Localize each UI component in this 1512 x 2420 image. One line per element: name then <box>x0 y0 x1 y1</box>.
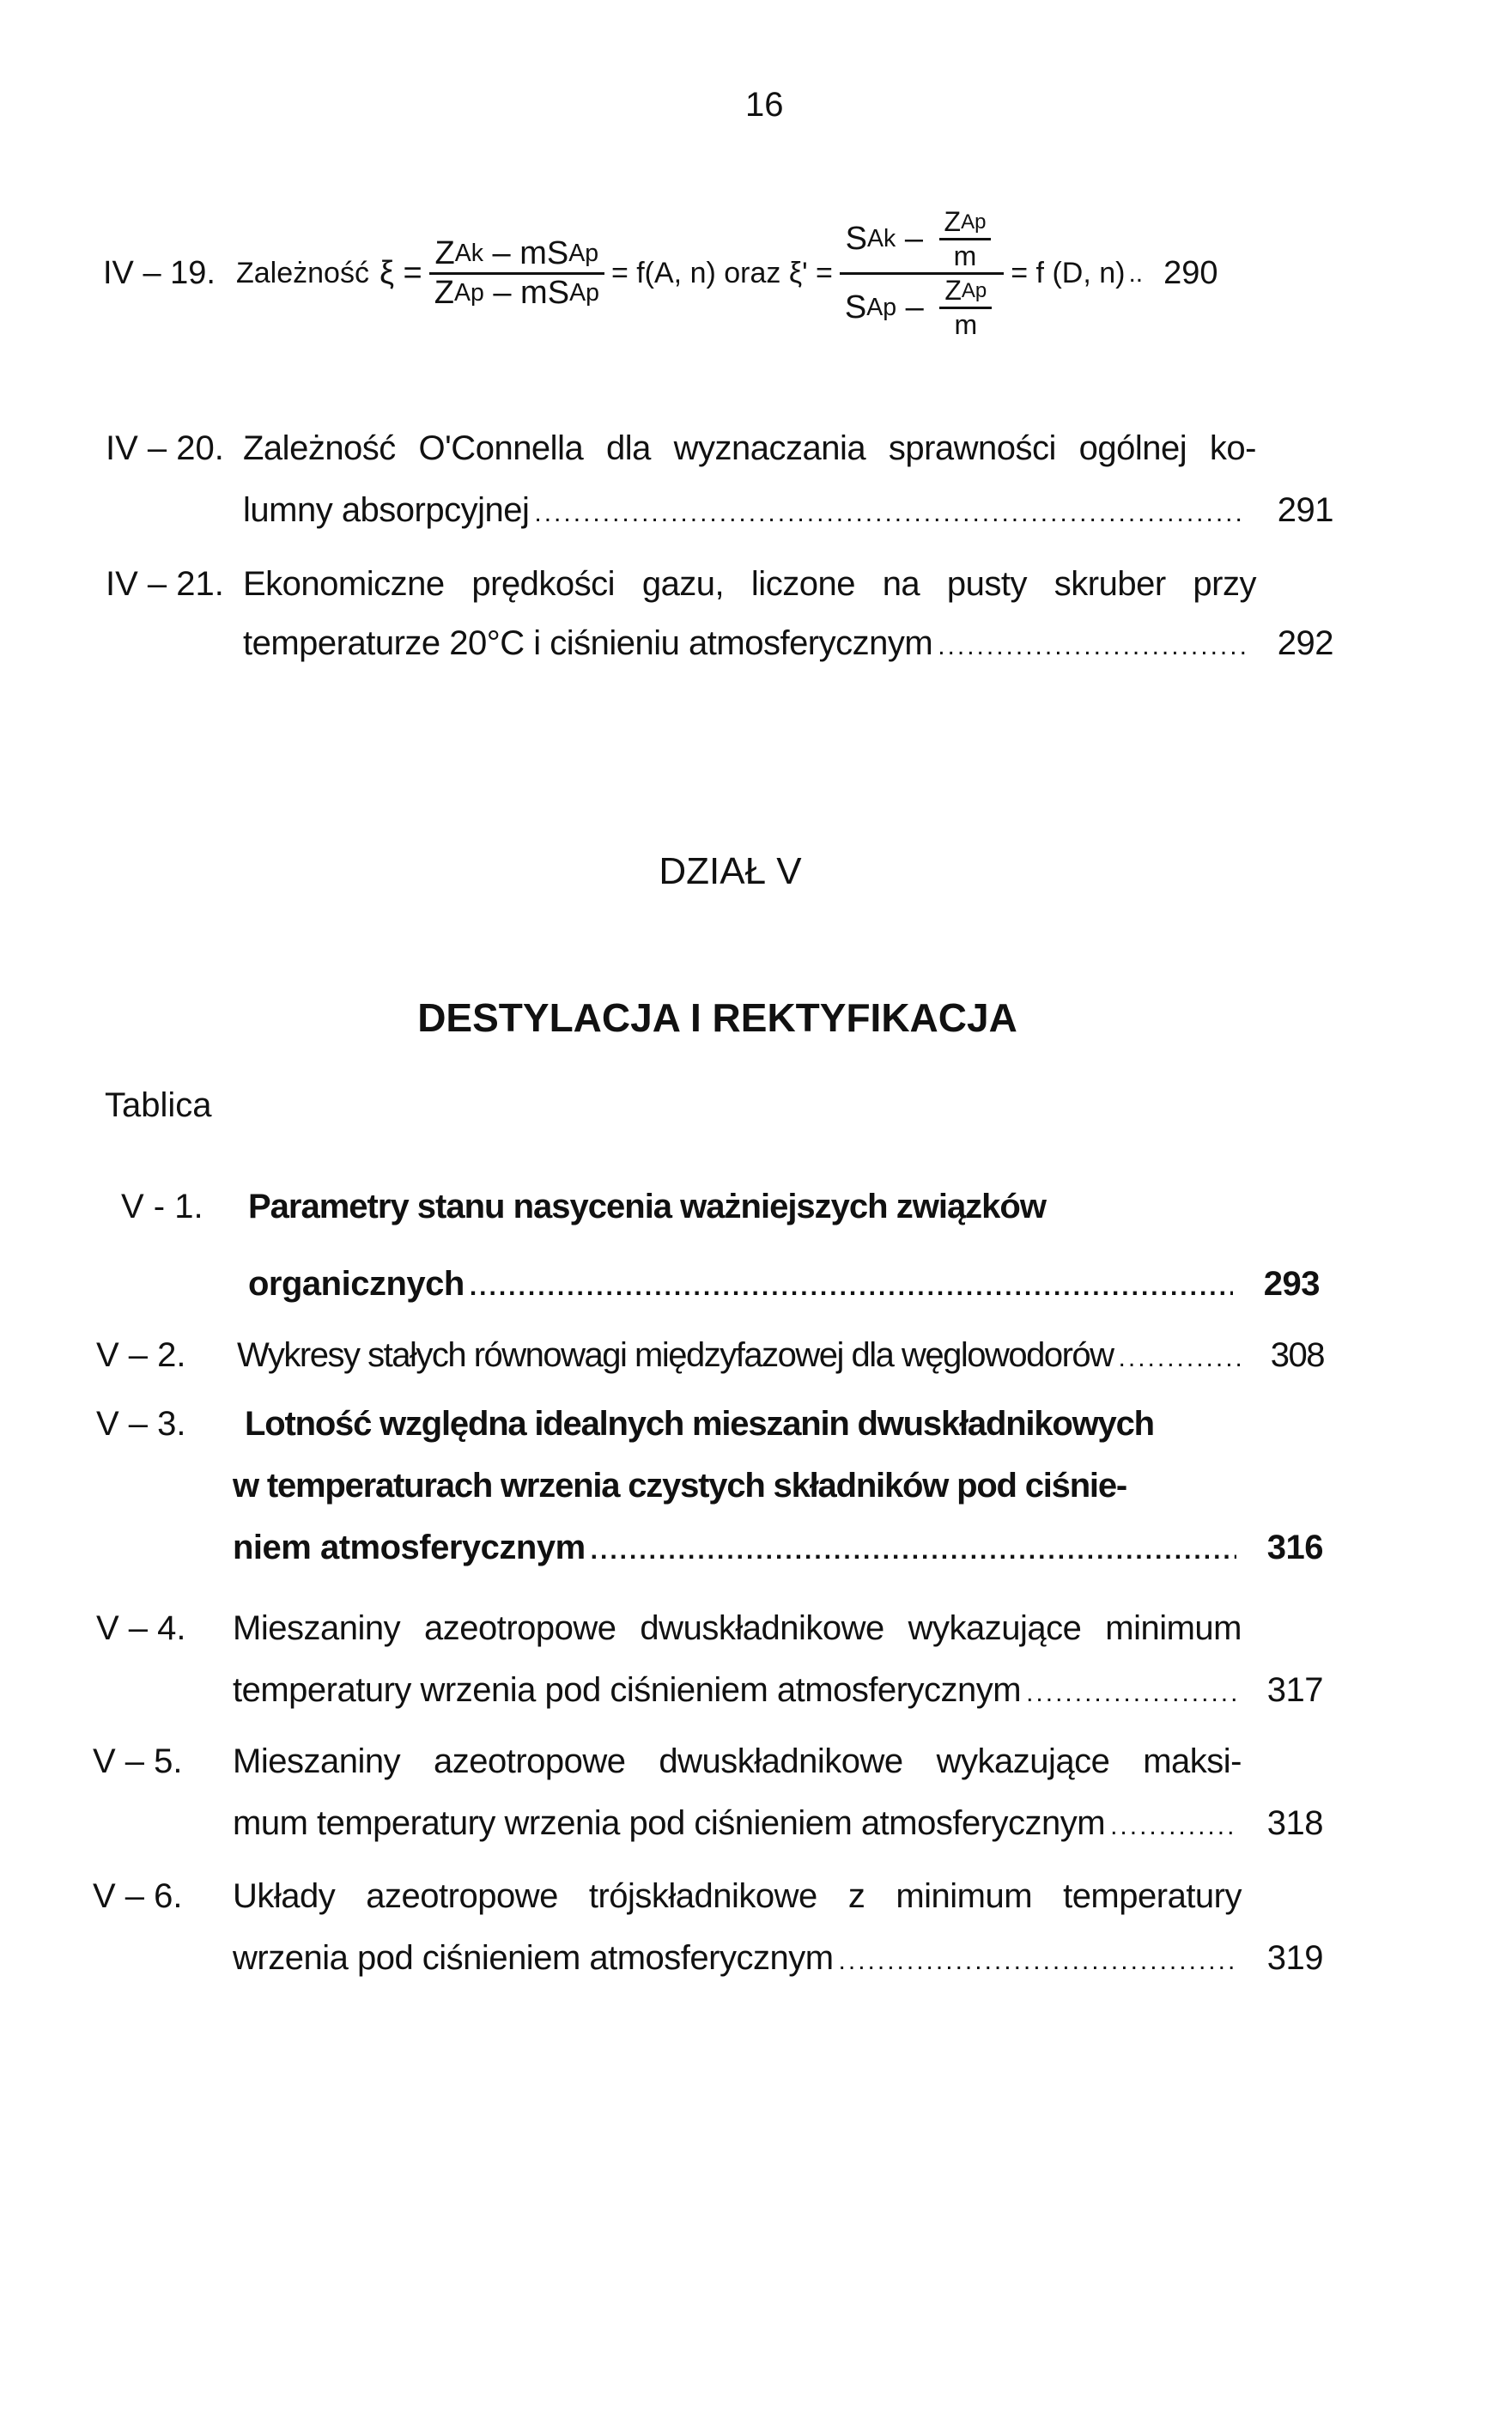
leader-dots <box>1110 1812 1236 1841</box>
entry-text: Ekonomiczne prędkości gazu, liczone na pusty skruber przy <box>243 565 1256 603</box>
entry-text: temperatury wrzenia pod ciśnieniem atmosferycznym <box>233 1671 1022 1709</box>
toc-entry-v-2 <box>237 1336 1324 1375</box>
section-title: DZIAŁ V <box>659 850 802 892</box>
leader-dots <box>839 1947 1236 1976</box>
entry-text: Lotność względna idealnych mieszanin dwuskładnikowych <box>245 1405 1154 1443</box>
leader-dots <box>470 1273 1233 1302</box>
entry-page: 318 <box>1266 1804 1323 1842</box>
entry-label: IV – 19. <box>103 255 216 291</box>
toc-entry-v-1 <box>248 1265 1320 1304</box>
entry-text: temperaturze 20°C i ciśnieniu atmosferycznym <box>243 624 933 662</box>
entry-label: IV – 20. <box>106 429 224 467</box>
leader-dots <box>1026 1679 1236 1708</box>
entry-label: V - 1. <box>121 1188 203 1225</box>
entry-label: V – 3. <box>96 1405 186 1443</box>
subscript: Ap <box>569 279 599 307</box>
entry-text: Układy azeotropowe trójskładnikowe z minimum temperatury <box>233 1877 1242 1915</box>
formula-middle: = f(A, n) oraz ξ' = <box>610 257 833 289</box>
leader-dots <box>591 1536 1236 1566</box>
formula-fraction-1 <box>429 235 604 312</box>
symbol: – mS <box>483 235 569 271</box>
symbol: S <box>844 289 867 325</box>
leader-dots <box>938 632 1247 661</box>
subscript: Ak <box>454 240 483 267</box>
subscript: Ap <box>961 278 987 302</box>
section-subtitle: DESTYLACJA I REKTYFIKACJA <box>417 995 1017 1040</box>
toc-entry-v-5 <box>233 1804 1323 1843</box>
entry-label: V – 6. <box>93 1877 183 1915</box>
page-number: 16 <box>745 86 784 124</box>
entry-text: Parametry stanu nasycenia ważniejszych związków <box>248 1188 1046 1225</box>
toc-entry-iv-19: IV – 19. Zależność ξ = Z Ak – mS Ap Z Ap – mS Ap = f(A, n) oraz ξ' = S Ak – Z Ap m S Ap – Z Ap m = f (D, n) .. 290 <box>103 206 1218 340</box>
entry-page: 290 <box>1163 255 1218 291</box>
inner-fraction <box>939 206 992 272</box>
symbol: S <box>845 221 868 257</box>
entry-label: V – 5. <box>93 1742 183 1780</box>
subscript: Ap <box>961 210 987 234</box>
inner-fraction <box>939 275 992 341</box>
toc-entry-iv-21 <box>243 624 1333 663</box>
entry-label: V – 4. <box>96 1609 186 1647</box>
entry-text: niem atmosferycznym <box>233 1529 586 1566</box>
entry-label: V – 2. <box>96 1336 186 1374</box>
formula-xi: ξ = <box>379 255 422 291</box>
entry-text: wrzenia pod ciśnieniem atmosferycznym <box>233 1939 834 1977</box>
entry-page: 308 <box>1270 1336 1324 1374</box>
entry-text: Zależność O'Connella dla wyznaczania sprawności ogólnej ko- <box>243 429 1256 467</box>
formula-end: = f (D, n) <box>1011 257 1126 289</box>
formula-fraction-2 <box>840 206 1004 341</box>
symbol: m <box>953 240 977 271</box>
subscript: Ap <box>866 294 897 321</box>
subscript: Ak <box>867 225 896 252</box>
entry-page: 317 <box>1266 1671 1323 1709</box>
symbol: Z <box>944 206 962 237</box>
symbol: Z <box>434 275 454 311</box>
entry-label: IV – 21. <box>106 565 224 603</box>
symbol: Z <box>434 235 455 271</box>
entry-page: 316 <box>1266 1529 1323 1566</box>
symbol: – <box>896 289 933 325</box>
entry-text: lumny absorpcyjnej <box>243 491 530 529</box>
toc-entry-v-6 <box>233 1939 1323 1978</box>
entry-text: Mieszaniny azeotropowe dwuskładnikowe wykazujące maksi- <box>233 1742 1242 1780</box>
toc-entry-v-3 <box>233 1529 1323 1567</box>
symbol: m <box>954 309 978 340</box>
symbol: Z <box>944 275 962 306</box>
entry-text: Wykresy stałych równowagi międzyfazowej dla węglowodorów <box>237 1336 1114 1374</box>
entry-page: 292 <box>1277 624 1333 662</box>
column-label: Tablica <box>105 1086 212 1124</box>
entry-text: mum temperatury wrzenia pod ciśnieniem atmosferycznym <box>233 1804 1106 1842</box>
subscript: Ap <box>453 279 484 307</box>
entry-page: 291 <box>1277 491 1333 529</box>
leader-dots <box>534 499 1246 528</box>
entry-text: Mieszaniny azeotropowe dwuskładnikowe wykazujące minimum <box>233 1609 1242 1647</box>
entry-text: organicznych <box>248 1265 465 1303</box>
symbol: – <box>896 221 932 257</box>
toc-entry-iv-20 <box>243 491 1333 530</box>
toc-entry-v-4 <box>233 1671 1323 1710</box>
subscript: Ap <box>568 240 599 267</box>
entry-page: 319 <box>1266 1939 1323 1977</box>
leader-dots <box>1119 1344 1240 1373</box>
entry-page: 293 <box>1263 1265 1320 1303</box>
symbol: – mS <box>483 275 570 311</box>
entry-text: w temperaturach wrzenia czystych składników pod ciśnie- <box>233 1467 1127 1505</box>
entry-text: Zależność <box>235 257 369 289</box>
